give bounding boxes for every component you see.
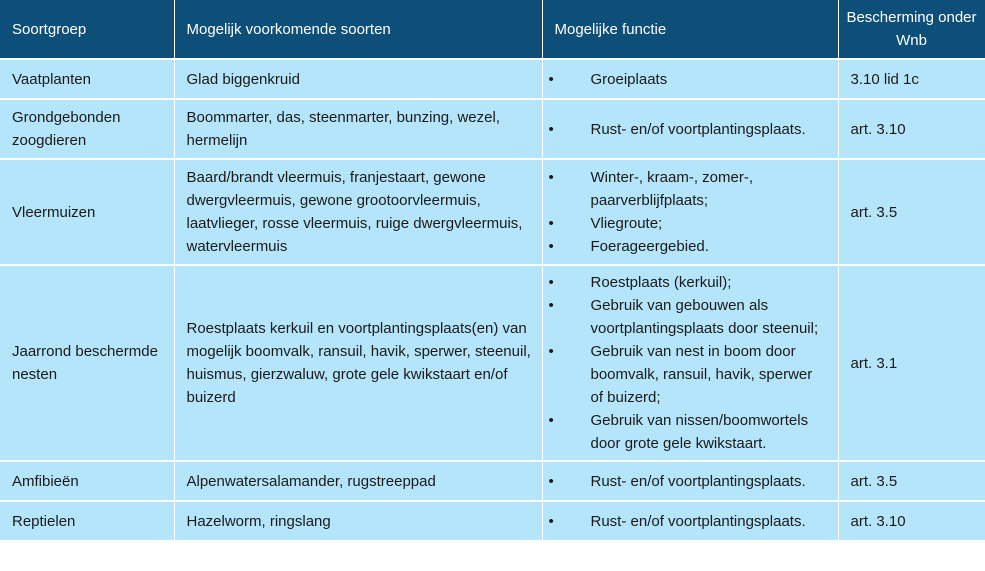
functie-item: • Gebruik van nissen/boomwortels door grote gele kwikstaart.	[555, 409, 828, 455]
cell-soortgroep: Vaatplanten	[0, 59, 174, 99]
cell-soorten: Boommarter, das, steenmarter, bunzing, wezel, hermelijn	[174, 99, 542, 159]
functie-item: • Gebruik van gebouwen als voortplantingsplaats door steenuil;	[555, 294, 828, 340]
cell-bescherming: 3.10 lid 1c	[838, 59, 985, 99]
cell-soortgroep: Jaarrond beschermde nesten	[0, 265, 174, 461]
table-row	[0, 159, 985, 265]
table-row	[0, 461, 985, 501]
functie-item: • Gebruik van nest in boom door boomvalk, ransuil, havik, sperwer of buizerd;	[555, 340, 828, 409]
cell-functie	[542, 159, 838, 265]
header-soortgroep: Soortgroep	[0, 0, 174, 59]
cell-bescherming: art. 3.5	[838, 461, 985, 501]
functie-item: • Foerageergebied.	[555, 235, 828, 258]
cell-bescherming: art. 3.5	[838, 159, 985, 265]
cell-soorten: Glad biggenkruid	[174, 59, 542, 99]
cell-functie	[542, 461, 838, 501]
cell-bescherming: art. 3.1	[838, 265, 985, 461]
cell-functie	[542, 99, 838, 159]
table-row	[0, 501, 985, 540]
functie-item: • Winter-, kraam-, zomer-, paarverblijfplaats;	[555, 166, 828, 212]
cell-bescherming: art. 3.10	[838, 501, 985, 540]
cell-functie	[542, 59, 838, 99]
cell-functie	[542, 501, 838, 540]
functie-item: • Rust- en/of voortplantingsplaats.	[555, 470, 828, 493]
header-bescherming: Bescherming onder Wnb	[838, 0, 985, 59]
cell-functie	[542, 265, 838, 461]
cell-soortgroep: Reptielen	[0, 501, 174, 540]
functie-item: • Roestplaats (kerkuil);	[555, 271, 828, 294]
table-row	[0, 59, 985, 99]
header-functie: Mogelijke functie	[542, 0, 838, 59]
cell-soorten: Hazelworm, ringslang	[174, 501, 542, 540]
functie-item: • Groeiplaats	[555, 68, 828, 91]
cell-soortgroep: Grondgebonden zoogdieren	[0, 99, 174, 159]
table-row	[0, 265, 985, 461]
cell-soortgroep: Vleermuizen	[0, 159, 174, 265]
cell-bescherming: art. 3.10	[838, 99, 985, 159]
cell-soortgroep: Amfibieën	[0, 461, 174, 501]
functie-item: • Vliegroute;	[555, 212, 828, 235]
functie-item: • Rust- en/of voortplantingsplaats.	[555, 118, 828, 141]
header-soorten: Mogelijk voorkomende soorten	[174, 0, 542, 59]
cell-soorten: Roestplaats kerkuil en voortplantingsplaats(en) van mogelijk boomvalk, ransuil, havik, sperwer, steenuil, huismus, gierzwaluw, grote gele kwikstaart en/of buizerd	[174, 265, 542, 461]
table-row	[0, 99, 985, 159]
cell-soorten: Alpenwatersalamander, rugstreeppad	[174, 461, 542, 501]
header-row	[0, 0, 985, 59]
functie-item: • Rust- en/of voortplantingsplaats.	[555, 510, 828, 533]
cell-soorten: Baard/brandt vleermuis, franjestaart, gewone dwergvleermuis, gewone grootoorvleermuis, laatvlieger, rosse vleermuis, ruige dwergvleermuis, watervleermuis	[174, 159, 542, 265]
